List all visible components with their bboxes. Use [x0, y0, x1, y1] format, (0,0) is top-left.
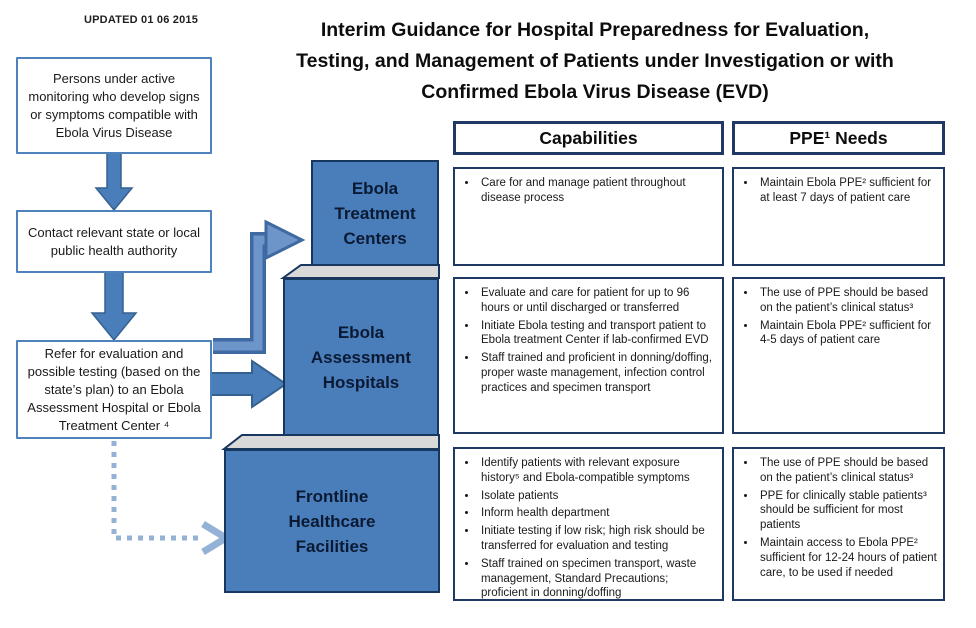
bullet-list [736, 456, 937, 580]
step-flap-2 [224, 435, 439, 449]
updated-label: UPDATED 01 06 2015 [84, 14, 199, 26]
bullet-list [457, 176, 716, 206]
bullet-item: • Care for and manage patient throughout disease process [478, 176, 716, 206]
solid-right-arrow [210, 361, 286, 407]
ppe-cell-frontline-facilities [732, 447, 945, 601]
step-flap-1 [283, 265, 439, 278]
capabilities-header-cell: Capabilities [453, 121, 724, 155]
facility-box-frontline-facilities [224, 449, 440, 593]
bullet-item: • PPE for clinically stable patients³ should be sufficient for most patients [757, 489, 937, 533]
down-arrow-1 [96, 153, 132, 210]
facility-label-assessment-hospitals: Ebola Assessment Hospitals [310, 322, 412, 392]
bullet-item: • Maintain access to Ebola PPE² sufficient for 12-24 hours of patient care, to be used if needed [757, 536, 937, 580]
bullet-item: • The use of PPE should be based on the patient’s clinical status³ [757, 456, 937, 486]
elbow-arrowhead [266, 222, 302, 258]
title-line-1: Interim Guidance for Hospital Preparedness for Evaluation, [320, 19, 870, 41]
dotted-arrowhead [203, 524, 226, 552]
flow-step-monitoring-box: Persons under active monitoring who develop signs or symptoms compatible with Ebola Virus Disease [16, 57, 212, 154]
bullet-list [457, 456, 716, 601]
flow-step-refer-box: Refer for evaluation and possible testing (based on the state’s plan) to an Ebola Assessment Hospital or Ebola Treatment Center ⁴ [16, 340, 212, 439]
bullet-list [736, 176, 937, 206]
bullet-item: • Initiate testing if low risk; high risk should be transferred for evaluation and testing [478, 524, 716, 554]
elbow-connector-core [213, 240, 270, 346]
title-line-3: Confirmed Ebola Virus Disease (EVD) [421, 81, 769, 103]
capabilities-cell-frontline-facilities [453, 447, 724, 601]
bullet-item: • Maintain Ebola PPE² sufficient for 4-5 days of patient care [757, 319, 937, 349]
facility-label-frontline-facilities: Frontline Healthcare Facilities [288, 486, 376, 556]
ppe-cell-assessment-hospitals [732, 277, 945, 434]
bullet-list [457, 286, 716, 396]
ppe-needs-header-cell: PPE¹ Needs [732, 121, 945, 155]
bullet-item: • Maintain Ebola PPE² sufficient for at least 7 days of patient care [757, 176, 937, 206]
capabilities-cell-treatment-centers [453, 167, 724, 266]
flow-step-contact-authority-box: Contact relevant state or local public health authority [16, 210, 212, 273]
bullet-item: • Inform health department [478, 506, 716, 521]
bullet-item: • Isolate patients [478, 489, 716, 504]
title-line-2: Testing, and Management of Patients under Investigation or with [296, 50, 894, 72]
bullet-item: • Identify patients with relevant exposure history⁵ and Ebola-compatible symptoms [478, 456, 716, 486]
bullet-item: • Staff trained on specimen transport, waste management, Standard Precautions; proficient in donning/doffing [478, 557, 716, 601]
bullet-item: • The use of PPE should be based on the patient’s clinical status³ [757, 286, 937, 316]
bullet-item: • Evaluate and care for patient for up to 96 hours or until discharged or transferred [478, 286, 716, 316]
facility-label-treatment-centers: Ebola Treatment Centers [334, 178, 416, 248]
bullet-item: • Staff trained and proficient in donning/doffing, proper waste management, infection control practices and specimen transport [478, 351, 716, 395]
facility-box-treatment-centers [311, 160, 439, 266]
bullet-item: • Initiate Ebola testing and transport patient to Ebola treatment Center if lab-confirmed EVD [478, 319, 716, 349]
dotted-connector [114, 441, 201, 538]
ppe-cell-treatment-centers [732, 167, 945, 266]
bullet-list [736, 286, 937, 348]
down-arrow-2 [92, 272, 136, 340]
capabilities-cell-assessment-hospitals [453, 277, 724, 434]
facility-box-assessment-hospitals [283, 278, 439, 436]
